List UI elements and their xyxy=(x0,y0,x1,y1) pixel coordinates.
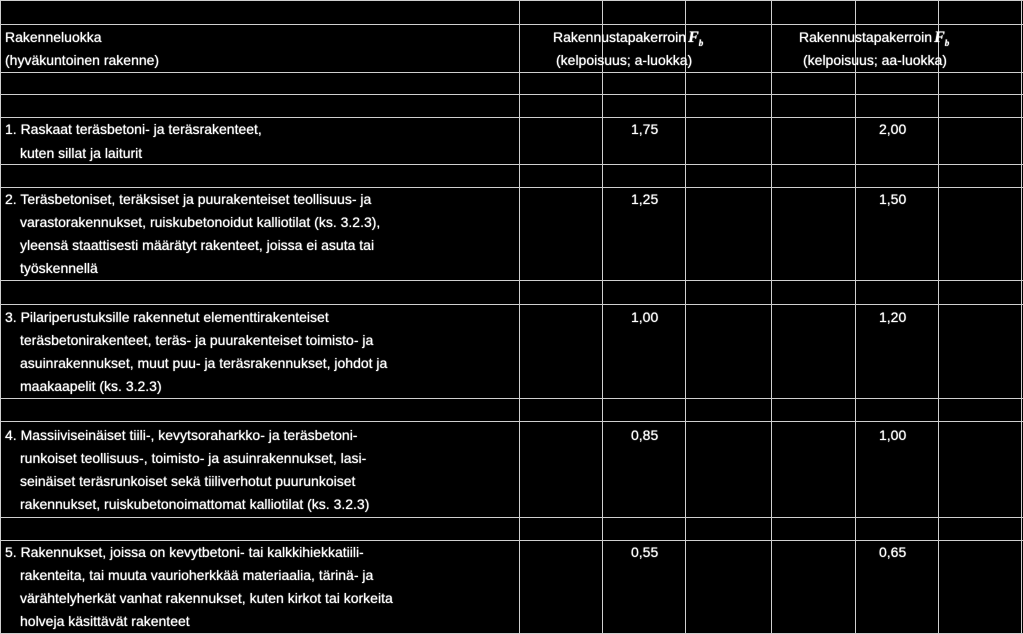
row-2-line-4: työskennellä xyxy=(20,260,98,276)
row-1-line-2: kuten sillat ja laiturit xyxy=(20,145,143,161)
row-5-line-4: holveja käsittävät rakenteet xyxy=(20,613,190,629)
factor-symbol-a: $F_b$ xyxy=(688,29,704,49)
row-5-line-2: rakenteita, tai muuta vaurioherkkää materiaalia, tärinä- ja xyxy=(20,567,374,583)
row-3-line-4: maakaapelit (ks. 3.2.3) xyxy=(20,378,162,394)
row-2-value-aa: 1,50 xyxy=(879,191,907,207)
row-3-line-1: 3. Pilariperustuksille rakennetut elementtirakenteiset xyxy=(5,309,329,325)
grid-line-horizontal xyxy=(0,280,1023,281)
row-3-line-2: teräsbetonirakenteet, teräs- ja puurakenteiset toimisto- ja xyxy=(20,332,374,348)
grid-line-horizontal xyxy=(0,398,1023,399)
grid-line-horizontal xyxy=(0,517,1023,518)
header-col-a-text: Rakennustapakerroin xyxy=(553,29,687,45)
grid-line-horizontal xyxy=(0,94,1023,95)
grid-line-horizontal xyxy=(0,421,1023,422)
grid-line-vertical xyxy=(1021,0,1022,634)
row-2-line-1: 2. Teräsbetoniset, teräksiset ja puurakenteiset teollisuus- ja xyxy=(5,191,372,207)
grid-line-horizontal xyxy=(0,0,1023,1)
row-3-value-a: 1,00 xyxy=(631,309,659,325)
row-1-value-a: 1,75 xyxy=(631,121,659,137)
row-2-line-3: yleensä staattisesti määrätyt rakenteet, joissa ei asuta tai xyxy=(20,237,375,253)
header-col-aa-label xyxy=(799,26,949,49)
row-2-line-2: varastorakennukset, ruiskubetonoidut kalliotilat (ks. 3.2.3), xyxy=(20,214,381,230)
header-col-a-sub: (kelpoisuus; a-luokka) xyxy=(556,52,693,68)
grid-line-vertical xyxy=(519,0,520,634)
row-1-line-1: 1. Raskaat teräsbetoni- ja teräsrakenteet, xyxy=(5,121,262,137)
grid-line-vertical xyxy=(855,0,856,634)
row-3-value-aa: 1,20 xyxy=(879,309,907,325)
header-col-aa-text: Rakennustapakerroin xyxy=(799,29,933,45)
grid-line-vertical xyxy=(685,0,686,634)
row-4-value-aa: 1,00 xyxy=(879,427,907,443)
row-2-value-a: 1,25 xyxy=(631,191,659,207)
header-col-aa-sub: (kelpoisuus; aa-luokka) xyxy=(803,52,947,68)
row-4-line-2: runkoiset teollisuus-, toimisto- ja asuinrakennukset, lasi- xyxy=(20,450,367,466)
header-class-sublabel: (hyväkuntoinen rakenne) xyxy=(5,52,160,68)
row-4-line-3: seinäiset teräsrunkoiset sekä tiiliverhotut puurunkoiset xyxy=(20,473,356,489)
row-4-line-1: 4. Massiiviseinäiset tiili-, kevytsoraharkko- ja teräsbetoni- xyxy=(5,427,358,443)
row-3-line-3: asuinrakennukset, muut puu- ja teräsrakennukset, johdot ja xyxy=(20,355,388,371)
factor-symbol-aa: $F_b$ xyxy=(934,29,950,49)
grid-line-vertical xyxy=(602,0,603,634)
grid-line-vertical xyxy=(0,0,1,634)
grid-line-horizontal xyxy=(0,24,1023,25)
grid-line-horizontal xyxy=(0,72,1023,73)
row-4-line-4: rakennukset, ruiskubetonoimattomat kalliotilat (ks. 3.2.3) xyxy=(20,496,370,512)
row-5-line-1: 5. Rakennukset, joissa on kevytbetoni- tai kalkkihiekkatiili- xyxy=(5,544,364,560)
row-4-value-a: 0,85 xyxy=(631,427,659,443)
grid-line-horizontal xyxy=(0,304,1023,305)
row-5-line-3: värähtelyherkät vanhat rakennukset, kuten kirkot tai korkeita xyxy=(20,590,393,606)
row-1-value-aa: 2,00 xyxy=(879,121,907,137)
header-col-a-label xyxy=(553,26,703,49)
row-5-value-aa: 0,65 xyxy=(879,544,907,560)
grid-line-vertical xyxy=(938,0,939,634)
grid-line-vertical xyxy=(771,0,772,634)
row-5-value-a: 0,55 xyxy=(631,544,659,560)
grid-line-horizontal xyxy=(0,164,1023,165)
header-class-label: Rakenneluokka xyxy=(5,29,102,45)
